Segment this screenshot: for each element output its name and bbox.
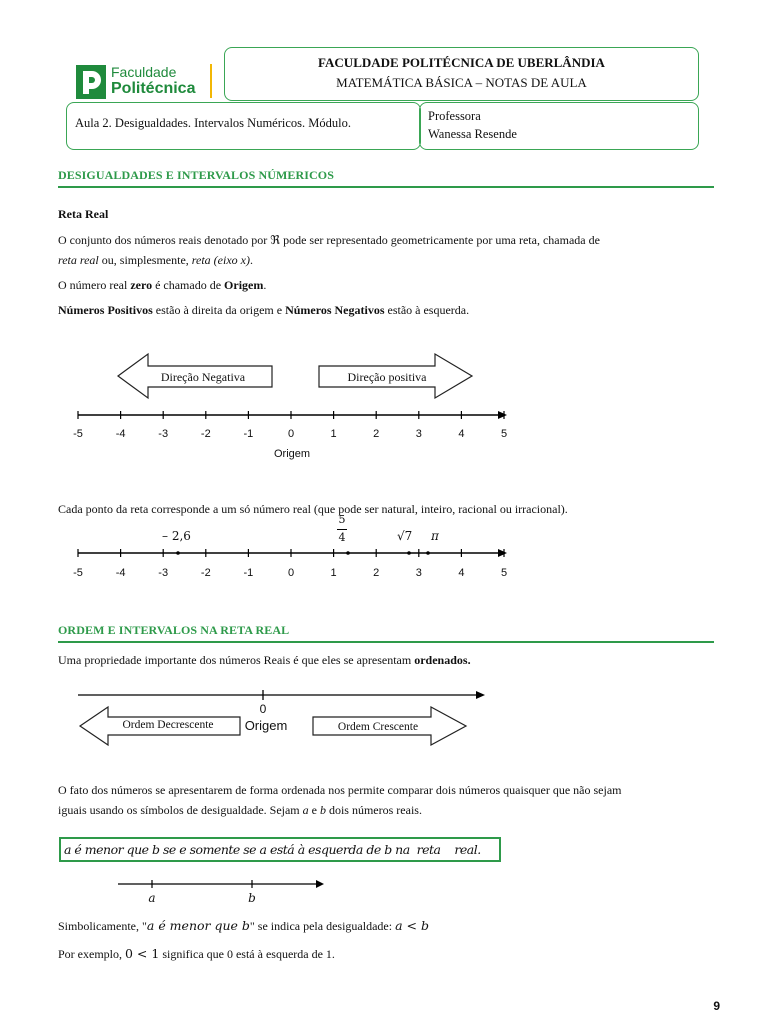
ab-label-b: b [248,891,256,905]
tick-label: 3 [415,428,422,440]
s2-p3-text-d: a < b [395,918,429,933]
paragraph-fato [58,780,714,820]
tick-label: 2 [373,428,380,440]
s2-p3-text-c: " se indica pela desigualdade: [249,919,396,933]
p2-text-e: . [263,278,267,292]
s2-p4-text-a: Por exemplo, [58,947,125,961]
p1-text-c: reta real [58,253,99,267]
paragraph-positivos [58,300,714,320]
paragraph-propriedade [58,650,714,670]
teacher-name: Wanessa Resende [428,127,517,141]
arrow-negative-label: Direção Negativa [160,370,246,384]
tick-label: -5 [73,567,83,579]
origin-label: Origem [273,448,311,460]
ab-label-a: a [148,891,156,905]
order-origin-label: Origem [244,718,288,733]
p3-text-a: Números Positivos [58,303,153,317]
s2-p3-text-b: a é menor que b [146,918,250,933]
tick-label: -1 [243,428,254,440]
institution-title: FACULDADE POLITÉCNICA DE UBERLÂNDIA [318,55,605,70]
s2-p4-text-c: significa que 0 está à esquerda de 1. [159,947,335,961]
definition-text: a é menor que b se e somente se a está à esquerda de b na reta real. [64,842,481,857]
header-title-box [224,47,699,101]
tick-label: -2 [200,567,211,579]
p2-text-b: zero [130,278,153,292]
s2-p2-var-b: b [319,803,326,817]
p3-text-c: Números Negativos [285,303,385,317]
p1-text-a: O conjunto dos números reais denotado por [58,233,271,247]
section-title-desigualdades: DESIGUALDADES E INTERVALOS NÚMERICOS [58,168,335,182]
paragraph-cada-ponto: Cada ponto da reta corresponde a um só número real (que pode ser natural, inteiro, racional ou irracional). [58,502,568,516]
label-frac-bar [337,529,347,530]
paragraph-zero [58,275,714,295]
s2-p4-text-b: 0 < 1 [125,946,160,961]
p2-text-a: O número real [58,278,131,292]
label-pi: π [431,529,439,543]
logo-line1: Faculdade [111,64,177,80]
logo-line2: Politécnica [111,80,196,97]
label-frac-den: 4 [338,531,346,544]
p3-text-b: estão à direita da origem e [152,303,286,317]
p2-text-c: é chamado de [152,278,225,292]
tick-label: 0 [287,567,295,579]
tick-label: 5 [500,428,508,440]
s2-p1-text-b: ordenados. [414,653,471,667]
tick-label: 1 [330,428,337,440]
logo-accent-bar [210,64,212,98]
tick-label: -2 [200,428,211,440]
s2-p2-line2-c: dois números reais. [325,803,422,817]
p1-text-e: reta (eixo x) [191,253,250,267]
course-title: MATEMÁTICA BÁSICA – NOTAS DE AULA [336,75,587,90]
tick-label: -4 [115,428,126,440]
p1-text-b: pode ser representado geometricamente por uma reta, chamada de [280,233,600,247]
tick-label: -3 [158,428,169,440]
real-symbol: ℜ [270,233,281,247]
arrow-positive-label: Direção positiva [347,370,427,384]
section-divider-2 [58,641,714,643]
tick-label: 4 [458,428,465,440]
teacher-box [419,102,699,150]
tick-label: -5 [73,428,83,440]
tick-label: 2 [373,567,380,579]
label-sqrt7: √7 [397,529,413,543]
order-increasing-label: Ordem Crescente [337,721,419,733]
paragraph-simbolicamente [58,916,714,936]
p2-text-d: Origem [224,278,264,292]
order-zero-label: 0 [259,702,267,716]
definition-box [59,837,501,862]
p3-text-d: estão à esquerda. [384,303,470,317]
tick-label: -1 [243,567,254,579]
logo-mark-icon [76,65,106,99]
section-divider [58,186,714,188]
tick-label: -3 [158,567,169,579]
s2-p2-line2-b: e [308,803,320,817]
label-frac-num: 5 [338,513,346,526]
number-line-1 [70,405,520,425]
tick-label: 1 [330,567,337,579]
s2-p3-text-a: Simbolicamente, " [58,919,147,933]
s2-p1-text-a: Uma propriedade importante dos números Reais é que eles se apresentam [58,653,415,667]
page-number: 9 [713,999,720,1013]
tick-label: -4 [115,567,126,579]
tick-label: 5 [500,567,508,579]
paragraph-exemplo [58,944,714,964]
label-neg-2-6: – 2,6 [162,529,191,543]
s2-p2-line1: O fato dos números se apresentarem de forma ordenada nos permite comparar dois números quaisquer que não sejam [58,783,622,797]
point-5-4 [346,551,350,555]
number-line-2 [70,543,520,563]
p1-text-d: ou, simplesmente, [98,253,192,267]
lesson-box [66,102,421,150]
point-sqrt7 [407,551,411,555]
tick-label: 4 [458,567,465,579]
tick-label: 0 [287,428,295,440]
tick-label: 3 [415,567,422,579]
section-title-ordem: ORDEM E INTERVALOS NA RETA REAL [58,623,290,637]
point-neg-2-6 [176,551,180,555]
teacher-label: Professora [428,109,481,123]
ab-line [110,874,330,894]
lesson-title: Aula 2. Desigualdades. Intervalos Numéricos. Módulo. [75,116,351,130]
point-pi [426,551,430,555]
order-decreasing-label: Ordem Decrescente [122,719,214,731]
p1-text-f: . [249,253,253,267]
paragraph-conjunto [58,230,714,270]
logo [76,64,216,100]
s2-p2-line2-a: iguais usando os símbolos de desigualdade. Sejam [58,803,303,817]
s2-p2-var-a: a [302,803,309,817]
subtitle-reta-real: Reta Real [58,207,109,221]
